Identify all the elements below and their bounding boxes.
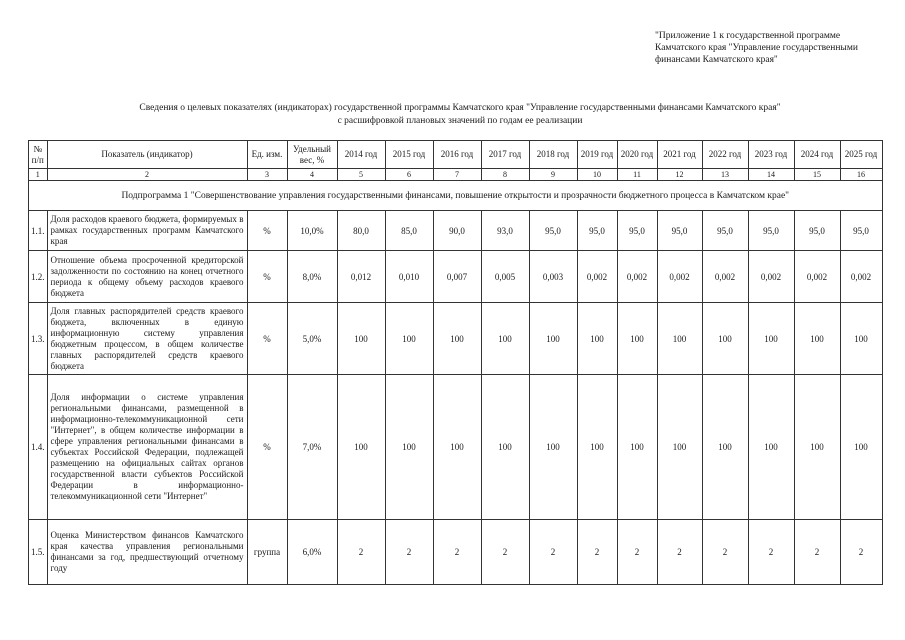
value-cell: 0,005 [481, 251, 529, 303]
value-cell: 95,0 [577, 211, 617, 251]
value-cell: 100 [657, 303, 702, 375]
value-cell: 90,0 [433, 211, 481, 251]
row-number: 1.1. [29, 211, 48, 251]
header-year: 2018 год [529, 141, 577, 169]
indicator-name: Доля расходов краевого бюджета, формируемых в рамках государственных программ Камчатского края [47, 211, 247, 251]
column-numbers-row [29, 169, 883, 181]
value-cell: 95,0 [748, 211, 794, 251]
value-cell: 2 [529, 520, 577, 585]
unit-cell: % [247, 375, 287, 520]
header-weight: Удельный вес, % [287, 141, 337, 169]
value-cell: 100 [433, 303, 481, 375]
value-cell: 100 [529, 303, 577, 375]
value-cell: 2 [337, 520, 385, 585]
header-unit: Ед. изм. [247, 141, 287, 169]
value-cell: 0,002 [657, 251, 702, 303]
value-cell: 2 [385, 520, 433, 585]
indicator-name: Доля главных распорядителей средств краевого бюджета, включенных в единую информационную систему управления бюджетным процессом, в общем количестве главных распорядителей средств краевого бюджета [47, 303, 247, 375]
table-row [29, 251, 883, 303]
col-number: 3 [247, 169, 287, 181]
value-cell: 2 [702, 520, 748, 585]
table-row [29, 375, 883, 520]
col-number: 6 [385, 169, 433, 181]
value-cell: 100 [840, 303, 882, 375]
value-cell: 2 [617, 520, 657, 585]
header-indicator: Показатель (индикатор) [47, 141, 247, 169]
value-cell: 2 [748, 520, 794, 585]
value-cell: 0,010 [385, 251, 433, 303]
value-cell: 0,007 [433, 251, 481, 303]
value-cell: 95,0 [617, 211, 657, 251]
header-year: 2017 год [481, 141, 529, 169]
table-row [29, 211, 883, 251]
table-row [29, 303, 883, 375]
value-cell: 95,0 [657, 211, 702, 251]
weight-cell: 7,0% [287, 375, 337, 520]
row-number: 1.3. [29, 303, 48, 375]
value-cell: 100 [657, 375, 702, 520]
indicator-name: Доля информации о системе управления региональными финансами, размещенной в информационно-телекоммуникационной сети "Интернет", в общем количестве информации в сфере управления региональными финансами в субъектах Российской Федерации, подлежащей размещению на официальных сайтах органов государственной власти субъектов Российской Федерации в информационно-телекоммуникационной сети "Интернет" [47, 375, 247, 520]
value-cell: 100 [481, 375, 529, 520]
value-cell: 2 [657, 520, 702, 585]
value-cell: 100 [337, 303, 385, 375]
header-year: 2024 год [794, 141, 840, 169]
value-cell: 2 [840, 520, 882, 585]
value-cell: 100 [794, 303, 840, 375]
appendix-line: "Приложение 1 к государственной программе [655, 31, 841, 41]
value-cell: 100 [433, 375, 481, 520]
value-cell: 100 [617, 303, 657, 375]
value-cell: 0,002 [577, 251, 617, 303]
value-cell: 0,012 [337, 251, 385, 303]
header-year: 2023 год [748, 141, 794, 169]
value-cell: 0,002 [794, 251, 840, 303]
value-cell: 100 [702, 303, 748, 375]
header-year: 2025 год [840, 141, 882, 169]
value-cell: 0,002 [840, 251, 882, 303]
value-cell: 100 [337, 375, 385, 520]
col-number: 16 [840, 169, 882, 181]
header-year: 2020 год [617, 141, 657, 169]
col-number: 11 [617, 169, 657, 181]
row-number: 1.4. [29, 375, 48, 520]
col-number: 5 [337, 169, 385, 181]
col-number: 8 [481, 169, 529, 181]
value-cell: 2 [481, 520, 529, 585]
appendix-line: Камчатского края "Управление государственными [655, 43, 858, 53]
title-line: с расшифровкой плановых значений по годам ее реализации [337, 116, 583, 126]
value-cell: 100 [748, 303, 794, 375]
unit-cell: % [247, 211, 287, 251]
value-cell: 100 [617, 375, 657, 520]
col-number: 1 [29, 169, 48, 181]
value-cell: 100 [840, 375, 882, 520]
header-year: 2021 год [657, 141, 702, 169]
header-year: 2014 год [337, 141, 385, 169]
value-cell: 80,0 [337, 211, 385, 251]
value-cell: 100 [529, 375, 577, 520]
unit-cell: % [247, 251, 287, 303]
value-cell: 100 [794, 375, 840, 520]
value-cell: 100 [702, 375, 748, 520]
value-cell: 0,002 [617, 251, 657, 303]
weight-cell: 6,0% [287, 520, 337, 585]
appendix-note [655, 30, 900, 66]
value-cell: 95,0 [702, 211, 748, 251]
row-number: 1.5. [29, 520, 48, 585]
indicator-name: Оценка Министерством финансов Камчатского края качества управления региональными финансами за год, предшествующий отчетному году [47, 520, 247, 585]
value-cell: 93,0 [481, 211, 529, 251]
col-number: 13 [702, 169, 748, 181]
weight-cell: 10,0% [287, 211, 337, 251]
indicator-name: Отношение объема просроченной кредиторской задолженности по состоянию на конец отчетного периода к общему объему расходов краевого бюджета [47, 251, 247, 303]
value-cell: 2 [794, 520, 840, 585]
col-number: 14 [748, 169, 794, 181]
value-cell: 100 [577, 375, 617, 520]
header-year: 2019 год [577, 141, 617, 169]
subprogram-title: Подпрограмма 1 "Совершенствование управления государственными финансами, повышение открытости и прозрачности бюджетного процесса в Камчатском крае" [29, 181, 883, 211]
document-title [60, 102, 860, 128]
col-number: 10 [577, 169, 617, 181]
value-cell: 2 [433, 520, 481, 585]
value-cell: 2 [577, 520, 617, 585]
appendix-line: финансами Камчатского края" [655, 55, 778, 65]
value-cell: 95,0 [529, 211, 577, 251]
col-number: 2 [47, 169, 247, 181]
header-num: № п/п [29, 141, 48, 169]
value-cell: 0,002 [748, 251, 794, 303]
col-number: 7 [433, 169, 481, 181]
unit-cell: группа [247, 520, 287, 585]
value-cell: 100 [385, 303, 433, 375]
header-year: 2022 год [702, 141, 748, 169]
value-cell: 0,003 [529, 251, 577, 303]
header-row [29, 141, 883, 169]
value-cell: 85,0 [385, 211, 433, 251]
title-line: Сведения о целевых показателях (индикаторах) государственной программы Камчатского края "Управление государственными финансами Камчатского края" [139, 103, 781, 113]
subprogram-row [29, 181, 883, 211]
value-cell: 95,0 [794, 211, 840, 251]
value-cell: 100 [385, 375, 433, 520]
value-cell: 95,0 [840, 211, 882, 251]
weight-cell: 5,0% [287, 303, 337, 375]
col-number: 9 [529, 169, 577, 181]
value-cell: 0,002 [702, 251, 748, 303]
indicators-table [28, 140, 883, 585]
header-year: 2015 год [385, 141, 433, 169]
col-number: 12 [657, 169, 702, 181]
header-year: 2016 год [433, 141, 481, 169]
value-cell: 100 [481, 303, 529, 375]
value-cell: 100 [577, 303, 617, 375]
col-number: 15 [794, 169, 840, 181]
row-number: 1.2. [29, 251, 48, 303]
col-number: 4 [287, 169, 337, 181]
weight-cell: 8,0% [287, 251, 337, 303]
table-row [29, 520, 883, 585]
unit-cell: % [247, 303, 287, 375]
value-cell: 100 [748, 375, 794, 520]
